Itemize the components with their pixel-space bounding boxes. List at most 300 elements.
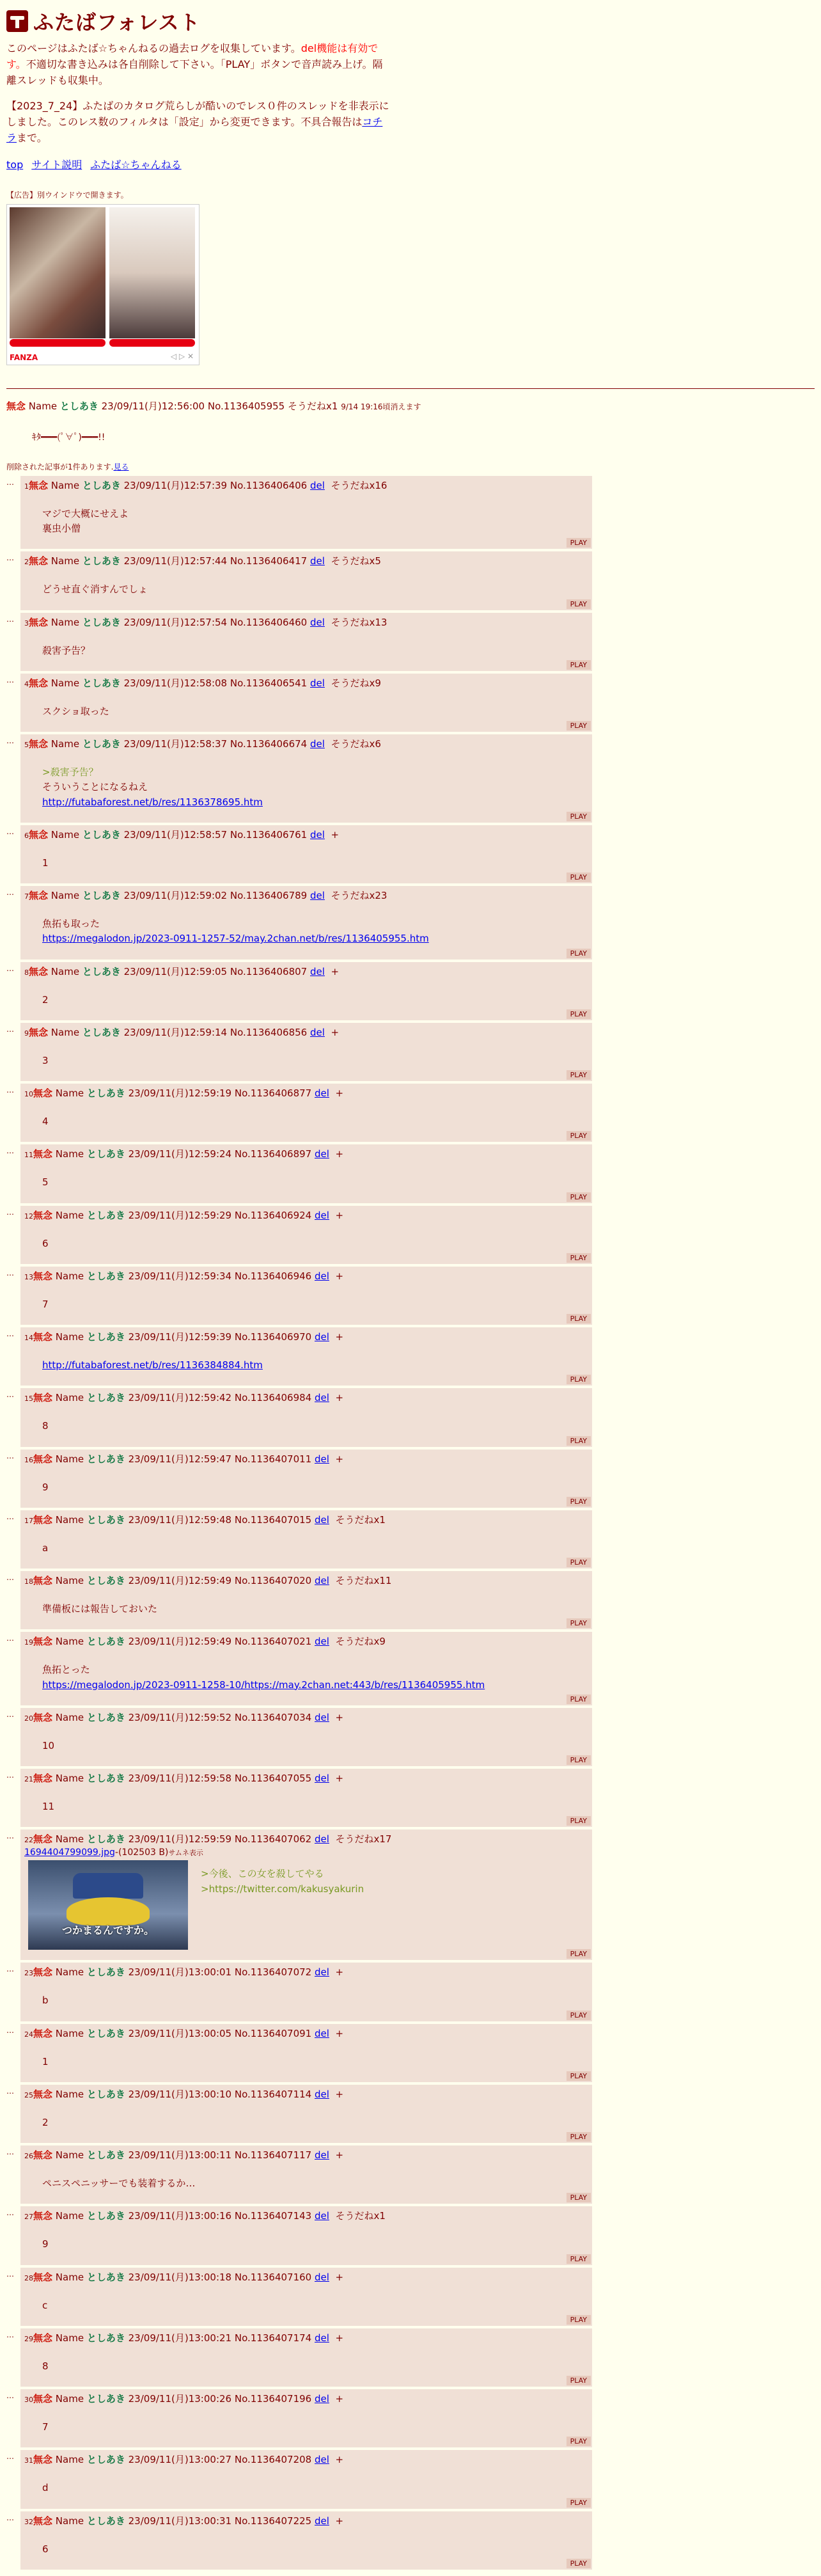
reply-header (24, 2027, 588, 2042)
play-button[interactable]: PLAY (567, 1192, 591, 1202)
reply-box (20, 551, 592, 610)
sodane-button[interactable]: + (335, 1453, 344, 1465)
file-link[interactable]: 1694404799099.jpg (24, 1847, 115, 1858)
reply-subject: 無念 (33, 1711, 53, 1723)
sodane-button[interactable]: + (335, 1270, 344, 1282)
reply-marker: … (6, 2208, 14, 2218)
reply-subject: 無念 (29, 965, 49, 977)
sodane-button[interactable]: + (335, 2332, 344, 2344)
reply-text: d (42, 2482, 49, 2494)
reply-row (6, 1510, 815, 1569)
sodane-button[interactable]: + (335, 1966, 344, 1979)
reply-link[interactable]: https://megalodon.jp/2023-0911-1258-10/https://may.2chan.net:443/b/res/1136405955.htm (42, 1679, 485, 1691)
ad-image-left[interactable] (10, 207, 106, 338)
play-button[interactable]: PLAY (567, 812, 591, 821)
delete-link[interactable]: del (315, 1270, 329, 1282)
reply-marker: … (6, 2452, 14, 2461)
reply-text: どうせ直ぐ消すんでしょ (42, 583, 148, 596)
play-button[interactable]: PLAY (567, 873, 591, 882)
delete-link[interactable]: del (315, 1148, 329, 1160)
reply-body (42, 1175, 588, 1190)
intro-text-1: このページはふたば☆ちゃんねるの過去ログを収集しています。 (6, 42, 301, 54)
reply-box (20, 1769, 592, 1827)
reply-body (42, 2298, 588, 2313)
op-sodane[interactable]: そうだねx1 (288, 400, 338, 412)
reply-subject: 無念 (33, 1270, 53, 1282)
reply-number: No.1136407062 (234, 1833, 312, 1845)
reply-box (20, 2206, 592, 2264)
delete-link[interactable]: del (315, 2454, 329, 2466)
reply-name: としあき (86, 2027, 125, 2039)
deleted-notice (6, 461, 815, 472)
reply-name-label: Name (51, 1026, 80, 1038)
reply-name-label: Name (55, 2027, 84, 2039)
reply-datetime: 23/09/11(月)13:00:31 (128, 2515, 232, 2527)
delete-link[interactable]: del (315, 1392, 329, 1404)
reply-box (20, 2511, 592, 2570)
delete-link[interactable]: del (310, 738, 325, 750)
image-caption: つかまるんですか。 (61, 1924, 154, 1937)
reply-body (42, 1054, 588, 1068)
attached-image[interactable] (28, 1860, 188, 1950)
reply-datetime: 23/09/11(月)12:59:24 (128, 1148, 232, 1160)
delete-link[interactable]: del (310, 479, 325, 491)
sodane-button[interactable]: + (335, 1087, 344, 1100)
reply-text: マジで大概にせえよ (42, 507, 129, 519)
reply-name: としあき (86, 2393, 125, 2405)
play-button[interactable]: PLAY (567, 2498, 591, 2508)
reply-datetime: 23/09/11(月)12:59:47 (128, 1453, 232, 1465)
delete-link[interactable]: del (315, 1711, 329, 1723)
reply-marker: … (6, 614, 14, 624)
sodane-button[interactable]: そうだねx6 (331, 738, 381, 750)
reply-row (6, 476, 815, 549)
play-button[interactable]: PLAY (567, 599, 591, 609)
reply-number: No.1136407072 (234, 1966, 312, 1979)
play-button[interactable]: PLAY (567, 1949, 591, 1959)
intro-notice (6, 41, 390, 88)
site-header (6, 6, 815, 36)
reply-subject: 無念 (33, 2027, 53, 2039)
sodane-button[interactable]: + (335, 1148, 344, 1160)
reply-box (20, 825, 592, 883)
sodane-button[interactable]: そうだねx16 (331, 479, 387, 491)
delete-link[interactable]: del (315, 2332, 329, 2344)
reply-subject: 無念 (33, 2210, 53, 2222)
reply-list (6, 476, 815, 2570)
sodane-button[interactable]: + (335, 1711, 344, 1723)
reply-header (24, 828, 588, 843)
reply-number: No.1136406789 (230, 890, 308, 902)
reply-row (6, 734, 815, 823)
sodane-button[interactable]: + (335, 1773, 344, 1785)
reply-box (20, 1510, 592, 1569)
reply-number: No.1136406406 (230, 479, 308, 491)
reply-body (42, 2115, 588, 2130)
delete-link[interactable]: del (315, 2393, 329, 2405)
reply-subject: 無念 (33, 1833, 53, 1845)
reply-box (20, 2145, 592, 2204)
reply-datetime: 23/09/11(月)12:59:34 (128, 1270, 232, 1282)
sodane-button[interactable]: + (335, 2515, 344, 2527)
sodane-button[interactable]: + (331, 1026, 340, 1038)
reply-box (20, 1327, 592, 1386)
reply-name: としあき (82, 890, 121, 902)
reply-subject: 無念 (33, 1209, 53, 1221)
reply-text: 準備板には報告しておいた (42, 1603, 158, 1615)
play-button[interactable]: PLAY (567, 2011, 591, 2020)
reply-index: 22 (24, 1836, 33, 1845)
reply-row (6, 2511, 815, 2570)
nav-about-link[interactable]: サイト説明 (31, 158, 82, 171)
play-button[interactable]: PLAY (567, 2376, 591, 2385)
reply-index: 7 (24, 892, 29, 901)
reply-name-label: Name (55, 2454, 84, 2466)
reply-name-label: Name (51, 677, 80, 689)
reply-name-label: Name (51, 616, 80, 628)
play-button[interactable]: PLAY (567, 1314, 591, 1324)
reply-row (6, 1023, 815, 1081)
op-body: ｷﾀ━━━(ﾟ∀ﾟ)━━━!! (32, 432, 106, 443)
reply-row (6, 1084, 815, 1142)
reply-name: としあき (86, 1833, 125, 1845)
delete-link[interactable]: del (315, 2027, 329, 2039)
reply-marker: … (6, 1268, 14, 1277)
reply-body (42, 2481, 588, 2495)
reply-subject: 無念 (33, 1331, 53, 1343)
reply-marker: … (6, 1207, 14, 1217)
play-button[interactable]: PLAY (567, 2193, 591, 2202)
play-button[interactable]: PLAY (567, 1253, 591, 1263)
reply-datetime: 23/09/11(月)12:59:42 (128, 1392, 232, 1404)
reply-link[interactable]: https://megalodon.jp/2023-0911-1257-52/may.2chan.net/b/res/1136405955.htm (42, 933, 429, 945)
reply-marker: … (6, 1964, 14, 1974)
play-button[interactable]: PLAY (567, 2315, 591, 2325)
reply-body (42, 917, 588, 947)
reply-box (20, 1388, 592, 1446)
reply-row (6, 1829, 815, 1960)
reply-number: No.1136407174 (234, 2332, 312, 2344)
reply-number: No.1136407020 (234, 1575, 312, 1587)
play-button[interactable]: PLAY (567, 538, 591, 548)
reply-datetime: 23/09/11(月)12:59:29 (128, 1209, 232, 1221)
op-expire: 9/14 19:16頃消えます (341, 402, 421, 411)
reply-text: そういうことになるねえ (42, 781, 148, 793)
reply-marker: … (6, 888, 14, 897)
play-button[interactable]: PLAY (567, 1497, 591, 1506)
delete-link[interactable]: del (310, 965, 325, 977)
sodane-button[interactable]: そうだねx1 (335, 1513, 386, 1526)
reply-datetime: 23/09/11(月)12:59:39 (128, 1331, 232, 1343)
reply-header (24, 2148, 588, 2163)
play-button[interactable]: PLAY (567, 2254, 591, 2264)
reply-datetime: 23/09/11(月)12:59:52 (128, 1711, 232, 1723)
reply-name-label: Name (55, 1513, 84, 1526)
sodane-button[interactable]: そうだねx11 (335, 1575, 392, 1587)
show-deleted-link[interactable]: 見る (113, 462, 129, 471)
reply-text: 1 (42, 2055, 49, 2067)
delete-link[interactable]: del (310, 890, 325, 902)
reply-header (24, 1147, 588, 1162)
reply-index: 3 (24, 619, 29, 628)
reply-datetime: 23/09/11(月)12:59:48 (128, 1513, 232, 1526)
delete-link[interactable]: del (310, 555, 325, 567)
reply-row (6, 1267, 815, 1325)
reply-marker: … (6, 1573, 14, 1583)
reply-name-label: Name (55, 1453, 84, 1465)
reply-text: 8 (42, 2360, 49, 2372)
sodane-button[interactable]: そうだねx5 (331, 555, 381, 567)
reply-text: 2 (42, 2116, 49, 2128)
reply-number: No.1136407225 (234, 2515, 312, 2527)
reply-name: としあき (86, 2332, 125, 2344)
reply-name: としあき (86, 2271, 125, 2283)
play-button[interactable]: PLAY (567, 660, 591, 670)
reply-body (42, 644, 588, 658)
reply-header (24, 1771, 588, 1787)
delete-link[interactable]: del (315, 2210, 329, 2222)
play-button[interactable]: PLAY (567, 1695, 591, 1704)
sodane-button[interactable]: + (335, 2271, 344, 2283)
reply-text: 9 (42, 1481, 49, 1493)
reply-row (6, 962, 815, 1020)
reply-name-label: Name (51, 479, 80, 491)
reply-header (24, 2270, 588, 2286)
reply-body (42, 2542, 588, 2557)
reply-index: 29 (24, 2334, 33, 2343)
delete-link[interactable]: del (315, 2088, 329, 2100)
sodane-button[interactable]: そうだねx23 (331, 890, 387, 902)
sodane-button[interactable]: そうだねx13 (331, 616, 387, 628)
ad-banner[interactable] (6, 204, 199, 365)
reply-body (42, 1993, 588, 2008)
report-link[interactable]: コチラ (6, 116, 383, 144)
ad-button-right[interactable] (109, 339, 195, 347)
sodane-button[interactable]: + (335, 2454, 344, 2466)
reply-subject: 無念 (33, 1087, 53, 1100)
thumb-row (28, 1860, 588, 1950)
reply-header (24, 478, 588, 494)
reply-box (20, 2450, 592, 2508)
sodane-button[interactable]: そうだねx9 (335, 1636, 386, 1648)
reply-header (24, 2087, 588, 2103)
play-button[interactable]: PLAY (567, 1436, 591, 1446)
thumb-toggle[interactable]: サムネ表示 (168, 1849, 203, 1858)
reply-row (6, 2450, 815, 2508)
reply-body (42, 1297, 588, 1312)
sodane-button[interactable]: + (335, 2088, 344, 2100)
delete-link[interactable]: del (310, 1026, 325, 1038)
reply-body (42, 1358, 588, 1373)
reply-datetime: 23/09/11(月)12:57:39 (123, 479, 228, 491)
reply-name: としあき (86, 1270, 125, 1282)
delete-link[interactable]: del (315, 1575, 329, 1587)
play-button[interactable]: PLAY (567, 1558, 591, 1567)
reply-marker: … (6, 1451, 14, 1460)
reply-row (6, 1144, 815, 1203)
reply-subject: 無念 (33, 1513, 53, 1526)
reply-name: としあき (86, 1209, 125, 1221)
sodane-button[interactable]: + (335, 2027, 344, 2039)
delete-link[interactable]: del (315, 1773, 329, 1785)
delete-link[interactable]: del (315, 2149, 329, 2161)
sodane-button[interactable]: そうだねx1 (335, 2210, 386, 2222)
reply-row (6, 1708, 815, 1766)
reply-name: としあき (82, 965, 121, 977)
reply-body (42, 2359, 588, 2374)
delete-link[interactable]: del (310, 677, 325, 689)
reply-datetime: 23/09/11(月)12:59:05 (123, 965, 228, 977)
play-button[interactable]: PLAY (567, 2071, 591, 2081)
reply-text: 3 (42, 1054, 49, 1066)
reply-box (20, 1632, 592, 1705)
sodane-button[interactable]: + (335, 2149, 344, 2161)
reply-header (24, 1391, 588, 1406)
reply-number: No.1136406984 (234, 1392, 312, 1404)
sodane-button[interactable]: そうだねx9 (331, 677, 381, 689)
delete-link[interactable]: del (315, 2515, 329, 2527)
sodane-button[interactable]: そうだねx17 (335, 1833, 392, 1845)
ad-image-right[interactable] (109, 207, 195, 338)
reply-body (42, 507, 588, 537)
reply-subject: 無念 (33, 2393, 53, 2405)
delete-link[interactable]: del (315, 1331, 329, 1343)
reply-index: 8 (24, 968, 29, 977)
delete-link[interactable]: del (315, 1636, 329, 1648)
quote-line: >https://twitter.com/kakusyakurin (201, 1883, 364, 1895)
play-button[interactable]: PLAY (567, 1755, 591, 1765)
delete-link[interactable]: del (310, 616, 325, 628)
sodane-button[interactable]: + (335, 1331, 344, 1343)
reply-name-label: Name (51, 738, 80, 750)
play-button[interactable]: PLAY (567, 2437, 591, 2446)
reply-body (201, 1867, 364, 1897)
reply-box (20, 613, 592, 671)
reply-link[interactable]: http://futabaforest.net/b/res/1136384884.htm (42, 1359, 263, 1371)
play-button[interactable]: PLAY (567, 1131, 591, 1141)
reply-body (42, 1419, 588, 1434)
reply-text: a (42, 1542, 49, 1554)
reply-name: としあき (82, 1026, 121, 1038)
reply-row (6, 613, 815, 671)
reply-marker: … (6, 477, 14, 487)
reply-number: No.1136406877 (234, 1087, 312, 1100)
reply-row (6, 1388, 815, 1446)
delete-link[interactable]: del (315, 1966, 329, 1979)
ad-controls-icon[interactable]: ◁ ▷ ✕ (170, 351, 194, 361)
reply-row (6, 2328, 815, 2387)
reply-box (20, 2085, 592, 2143)
reply-name: としあき (86, 2454, 125, 2466)
reply-link[interactable]: http://futabaforest.net/b/res/1136378695.htm (42, 796, 263, 808)
reply-row (6, 1632, 815, 1705)
reply-header (24, 2392, 588, 2407)
play-button[interactable]: PLAY (567, 1009, 591, 1019)
delete-link[interactable]: del (315, 1833, 329, 1845)
play-button[interactable]: PLAY (567, 2132, 591, 2142)
reply-box (20, 1144, 592, 1203)
reply-marker: … (6, 1512, 14, 1521)
play-button[interactable]: PLAY (567, 1618, 591, 1628)
reply-header (24, 1965, 588, 1980)
reply-index: 12 (24, 1212, 33, 1221)
reply-number: No.1136406674 (230, 738, 308, 750)
nav-futaba-link[interactable]: ふたば☆ちゃんねる (90, 158, 182, 171)
reply-name: としあき (86, 1331, 125, 1343)
sodane-button[interactable]: + (335, 2393, 344, 2405)
play-button[interactable]: PLAY (567, 2559, 591, 2568)
reply-index: 11 (24, 1151, 33, 1160)
reply-text: 6 (42, 1237, 49, 1249)
reply-index: 9 (24, 1029, 29, 1038)
ad-button-left[interactable] (10, 339, 106, 347)
play-button[interactable]: PLAY (567, 1070, 591, 1080)
reply-text: 11 (42, 1801, 55, 1813)
reply-row (6, 2024, 815, 2082)
play-button[interactable]: PLAY (567, 721, 591, 731)
reply-box (20, 476, 592, 549)
play-button[interactable]: PLAY (567, 1816, 591, 1826)
quote-line: >殺害予告？ (42, 766, 98, 778)
reply-marker: … (6, 2269, 14, 2279)
reply-index: 18 (24, 1577, 33, 1586)
reply-box (20, 2328, 592, 2387)
reply-index: 19 (24, 1638, 33, 1647)
reply-row (6, 1450, 815, 1508)
delete-link[interactable]: del (315, 1087, 329, 1100)
reply-header (24, 1832, 588, 1847)
reply-box (20, 1708, 592, 1766)
play-button[interactable]: PLAY (567, 949, 591, 958)
reply-name-label: Name (55, 2149, 84, 2161)
sodane-button[interactable]: + (331, 828, 340, 841)
reply-marker: … (6, 736, 14, 746)
reply-name: としあき (86, 2210, 125, 2222)
intro-update-notice (6, 99, 390, 146)
delete-link[interactable]: del (315, 1209, 329, 1221)
sodane-button[interactable]: + (335, 1209, 344, 1221)
reply-datetime: 23/09/11(月)13:00:27 (128, 2454, 232, 2466)
reply-subject: 無念 (33, 2332, 53, 2344)
sodane-button[interactable]: + (335, 1392, 344, 1404)
delete-link[interactable]: del (315, 1513, 329, 1526)
reply-text: 10 (42, 1739, 55, 1751)
reply-box (20, 1571, 592, 1629)
delete-link[interactable]: del (310, 828, 325, 841)
sodane-button[interactable]: + (331, 965, 340, 977)
delete-link[interactable]: del (315, 1453, 329, 1465)
reply-row (6, 2268, 815, 2326)
play-button[interactable]: PLAY (567, 1375, 591, 1384)
reply-datetime: 23/09/11(月)12:58:37 (123, 738, 228, 750)
nav-top-link[interactable]: top (6, 158, 24, 171)
reply-name-label: Name (55, 1833, 84, 1845)
reply-subject: 無念 (29, 479, 49, 491)
reply-name: としあき (86, 2149, 125, 2161)
reply-marker: … (6, 553, 14, 563)
ad-logo: FANZA (10, 352, 38, 362)
reply-name: としあき (86, 1711, 125, 1723)
reply-header (24, 1269, 588, 1284)
reply-datetime: 23/09/11(月)13:00:21 (128, 2332, 232, 2344)
reply-index: 1 (24, 482, 29, 491)
reply-datetime: 23/09/11(月)13:00:10 (128, 2088, 232, 2100)
reply-subject: 無念 (33, 1575, 53, 1587)
reply-header (24, 965, 588, 980)
reply-text: c (42, 2299, 48, 2311)
delete-link[interactable]: del (315, 2271, 329, 2283)
reply-header (24, 737, 588, 752)
